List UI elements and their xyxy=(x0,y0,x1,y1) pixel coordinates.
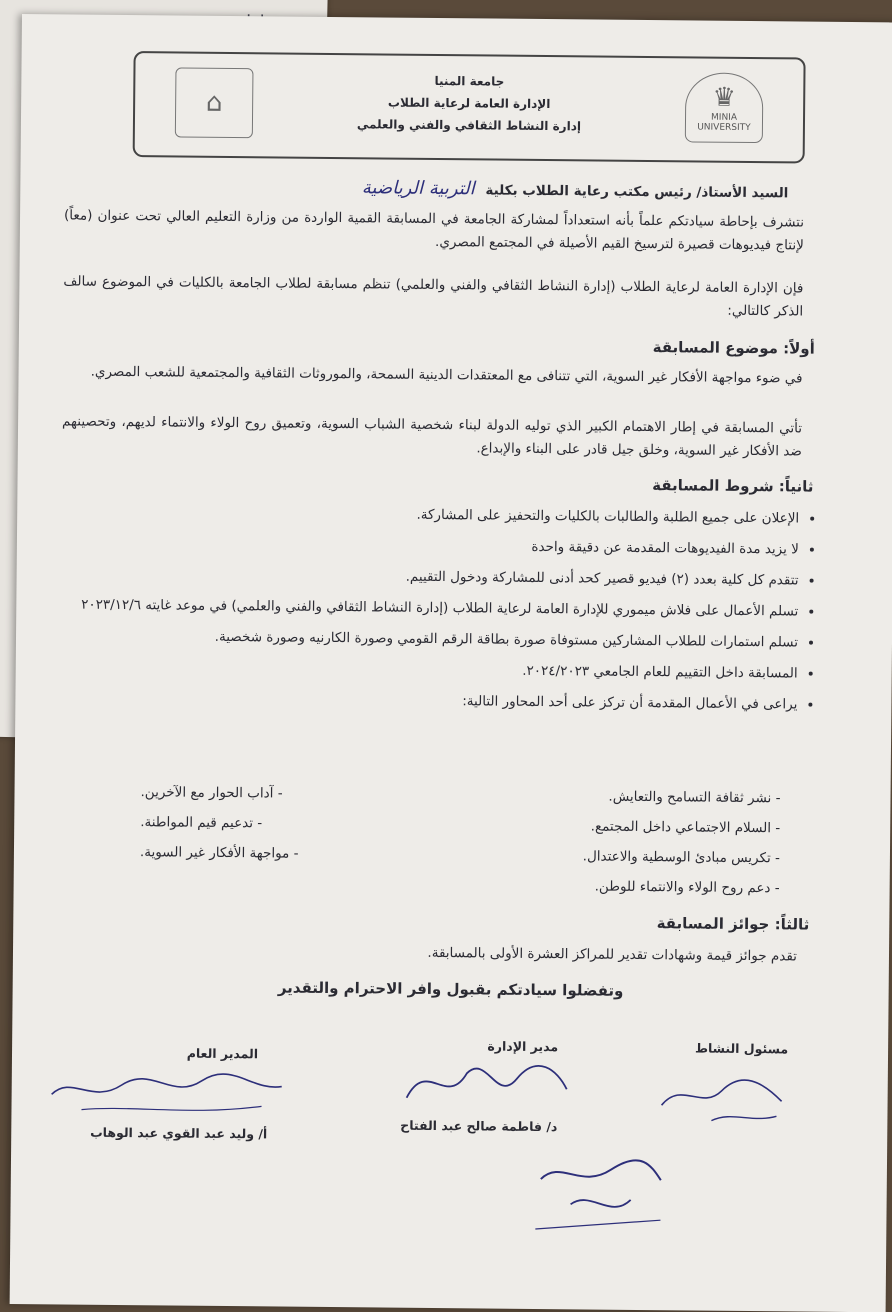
section-3-paragraph: تقدم جوائز قيمة وشهادات تقدير للمراكز العشرة الأولى بالمسابقة. xyxy=(427,944,798,965)
section-3-title: ثالثاً: جوائز المسابقة xyxy=(656,914,810,934)
admin-director-name: د/ فاطمة صالح عبد الفتاح xyxy=(400,1117,558,1135)
admin-director-signature xyxy=(396,1048,577,1120)
addressee-printed: السيد الأستاذ/ رئيس مكتب رعاية الطلاب بكلية xyxy=(485,182,789,202)
axes-row: - تكريس مبادئ الوسطية والاعتدال. - مواجهة الأفكار غير السوية. xyxy=(139,844,781,867)
addressee xyxy=(362,177,789,202)
activity-officer-title: مسئول النشاط xyxy=(694,1040,789,1057)
section-1-title: أولاً: موضوع المسابقة xyxy=(652,338,815,358)
axis-item: دعم روح الولاء والانتماء للوطن. xyxy=(594,878,771,897)
student-affairs-logo-icon: ⌂ xyxy=(175,67,254,138)
closing-line: وتفضلوا سيادتكم بقبول وافر الاحترام والتقدير xyxy=(277,978,624,1000)
condition-item: • المسابقة داخل التقييم للعام الجامعي ٢٠٢٤/٢٠٢٣. xyxy=(38,655,798,685)
condition-item: • تسلم استمارات للطلاب المشاركين مستوفاة صورة بطاقة الرقم القومي وصورة الكارنيه وصورة شخصية. xyxy=(38,624,798,654)
addressee-handwritten: التربية الرياضية xyxy=(361,177,475,200)
letter-page xyxy=(10,14,892,1312)
axis-item: نشر ثقافة التسامح والتعايش. xyxy=(608,788,772,807)
condition-item: • الإعلان على جميع الطلبة والطالبات بالكليات والتحفيز على المشاركة. xyxy=(39,500,799,530)
section-2-title: ثانياً: شروط المسابقة xyxy=(652,476,814,496)
intro-paragraph-1: نتشرف بإحاطة سيادتكم علماً بأنه استعداداً لمشاركة الجامعة في المسابقة القمية الواردة من وزارة التعليم العالي تحت عنوان (معاً) لإنتاج فيديوهات قصيرة لترسيخ القيم الأصيلة في المجتمع المصري. xyxy=(63,207,805,254)
department-name: الإدارة العامة لرعاية الطلاب xyxy=(387,95,551,112)
axis-item: آداب الحوار مع الآخرين. xyxy=(140,784,274,802)
university-logo-icon: ♛ MINIA UNIVERSITY xyxy=(685,72,764,143)
axes-list xyxy=(140,777,781,903)
axis-item: تدعيم قيم المواطنة. xyxy=(140,814,254,832)
division-name: إدارة النشاط الثقافي والفني والعلمي xyxy=(356,117,582,134)
logo-caption: MINIA UNIVERSITY xyxy=(697,112,751,133)
activity-officer-signature xyxy=(651,1060,792,1131)
general-director-name: أ/ وليد عبد القوي عبد الوهاب xyxy=(90,1124,268,1142)
condition-item: • لا يزيد مدة الفيديوهات المقدمة عن دقيقة واحدة xyxy=(39,531,799,561)
section-1-paragraph-1: في ضوء مواجهة الأفكار غير السوية، التي تتنافى مع المعتقدات الدينية السمحة، والموروثات الثقافية والمجتمعية للشعب المصري. xyxy=(90,363,803,387)
axes-row: - دعم روح الولاء والانتماء للوطن. xyxy=(594,878,780,897)
general-director-signature xyxy=(41,1059,292,1121)
letterhead xyxy=(133,51,806,163)
axis-item: مواجهة الأفكار غير السوية. xyxy=(139,844,290,862)
axes-row: - السلام الاجتماعي داخل المجتمع. - تدعيم قيم المواطنة. xyxy=(140,814,781,837)
general-director-title: المدير العام xyxy=(186,1045,259,1062)
axes-row: - نشر ثقافة التسامح والتعايش. - آداب الحوار مع الآخرين. xyxy=(140,784,781,807)
section-1-paragraph-2: تأتي المسابقة في إطار الاهتمام الكبير الذي توليه الدولة لبناء شخصية الشباب السوية، وتعميق روح الولاء والانتماء لديهم، وتحصينهم ضد الأفكار غير السوية، وخلق جيل قادر على البناء والإبداع. xyxy=(62,413,803,460)
received-annotation-signature xyxy=(520,1149,671,1240)
axis-item: السلام الاجتماعي داخل المجتمع. xyxy=(590,818,772,837)
condition-item: • يراعى في الأعمال المقدمة أن تركز على أحد المحاور التالية: xyxy=(37,686,797,716)
letterhead-text xyxy=(315,69,624,138)
intro-paragraph-2: فإن الإدارة العامة لرعاية الطلاب (إدارة النشاط الثقافي والفني والعلمي) تنظم مسابقة لطلاب الجامعة بالكليات في الموضوع سالف الذكر كالتالي: xyxy=(63,273,804,320)
condition-item: • تسلم الأعمال على فلاش ميموري للإدارة العامة لرعاية الطلاب (إدارة النشاط الثقافي والفني والعلمي) في موعد غايته ٢٠٢٣/١٢/٦ xyxy=(38,593,798,623)
condition-item: • تتقدم كل كلية بعدد (٢) فيديو قصير كحد أدنى للمشاركة ودخول التقييم. xyxy=(39,562,799,592)
conditions-list xyxy=(37,500,823,725)
university-name: جامعة المنيا xyxy=(434,73,505,89)
admin-director-title: مدير الإدارة xyxy=(487,1038,559,1055)
axis-item: تكريس مبادئ الوسطية والاعتدال. xyxy=(582,848,771,867)
